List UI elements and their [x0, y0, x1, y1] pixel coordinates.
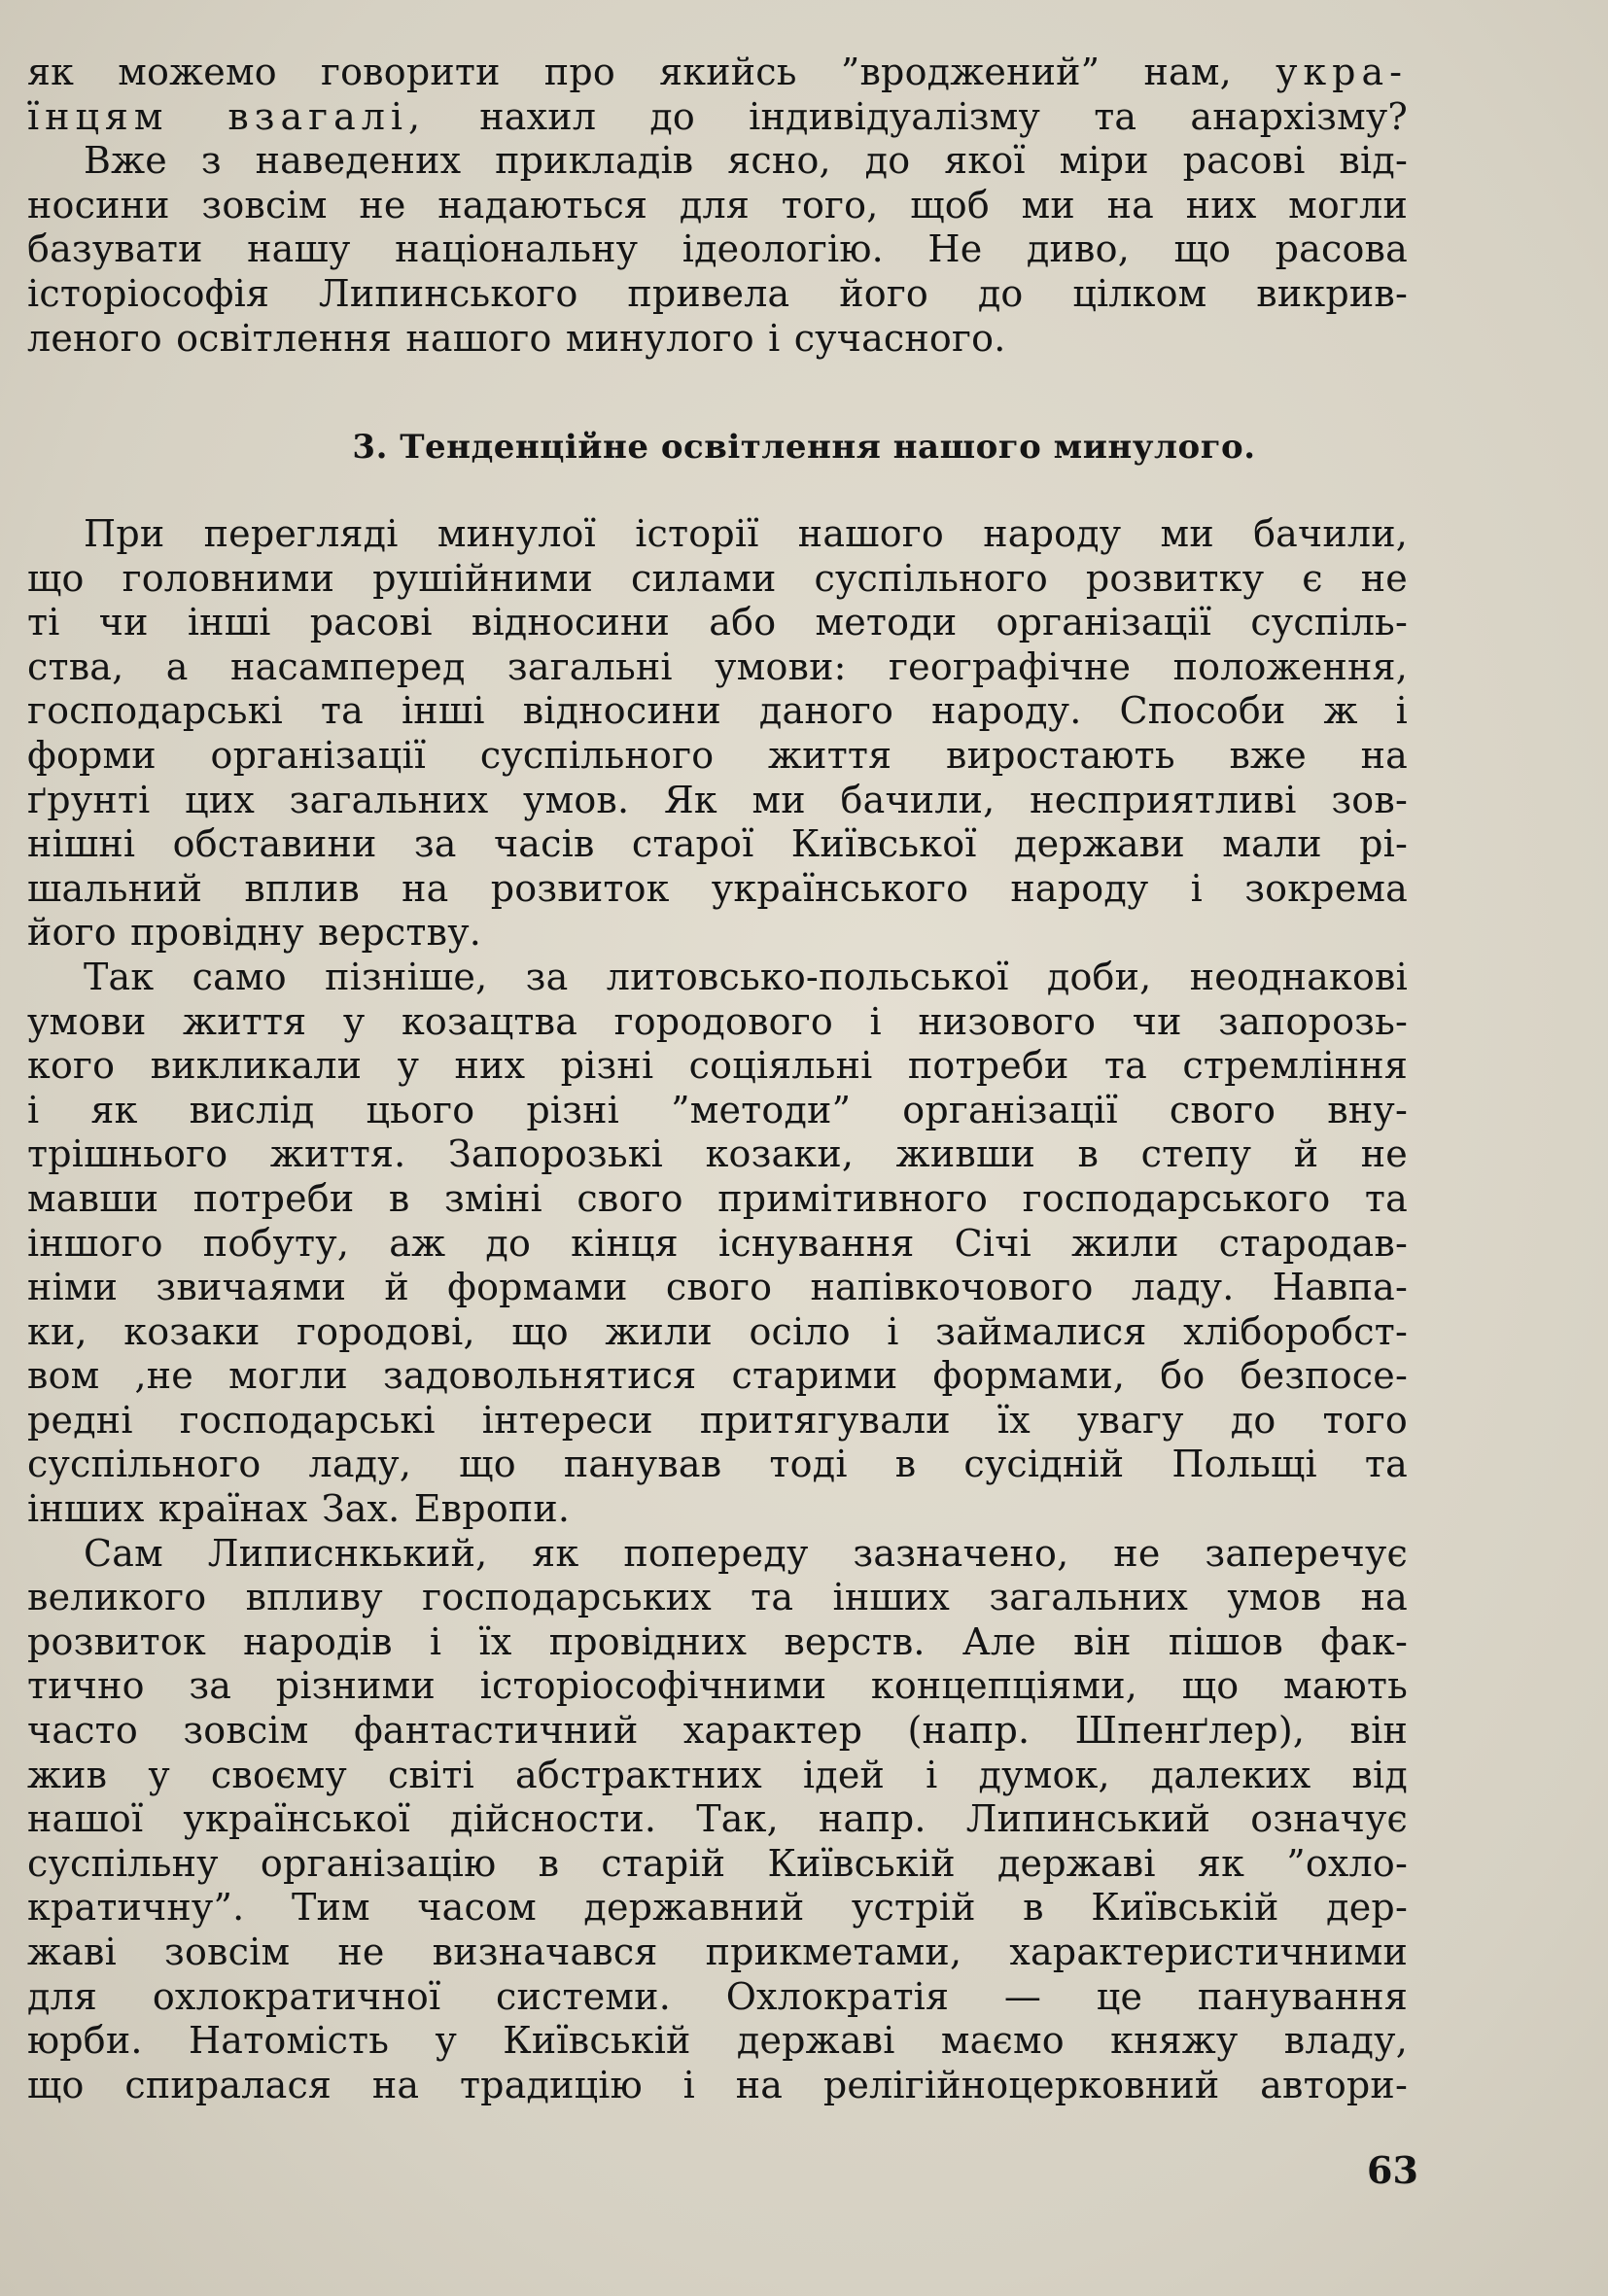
text-line: носини зовсім не надаються для того, щоб ми на них могли: [27, 183, 1408, 226]
text-line: тично за різними історіософічними концепціями, що мають: [27, 1664, 1408, 1708]
text-line: шальний вплив на розвиток українського народу і зокрема: [27, 866, 1408, 910]
text-line: трішнього життя. Запорозькі козаки, живши в степу й не: [27, 1132, 1408, 1176]
text-line: ґрунті цих загальних умов. Як ми бачили, несприятливі зов-: [27, 778, 1408, 821]
section-heading: 3. Тенденційне освітлення нашого минулого.: [352, 428, 1256, 467]
page-number: 63: [1367, 2148, 1418, 2192]
text-line: При перегляді минулої історії нашого народу ми бачили,: [84, 512, 1408, 555]
text-line: німи звичаями й формами свого напівкочового ладу. Навпа-: [27, 1266, 1408, 1309]
text-line: що спиралася на традицію і на релігійноцерковний автори-: [27, 2063, 1408, 2106]
text-line: кого викликали у них різні соціяльні потреби та стремління: [27, 1044, 1408, 1088]
text-line: інших країнах Зах. Европи.: [27, 1487, 571, 1531]
text-line: Сам Липиснкький, як попереду зазначено, не заперечує: [84, 1531, 1408, 1575]
text-line: ства, а насамперед загальні умови: географічне положення,: [27, 644, 1408, 688]
text-line-part: нахил до індивідуалізму та анархізму?: [426, 94, 1408, 138]
text-line: Вже з наведених прикладів ясно, до якої міри расові від-: [84, 139, 1408, 183]
text-line: нашої української дійсности. Так, напр. Липинський означує: [27, 1797, 1408, 1841]
text-line: його провідну верству.: [27, 911, 482, 955]
text-line: розвиток народів і їх провідних верств. Але він пішов фак-: [27, 1619, 1408, 1663]
text-line: жаві зовсім не визначався прикметами, характеристичними: [27, 1931, 1408, 1973]
text-line: нішні обставини за часів старої Київської держави мали рі-: [27, 822, 1408, 866]
text-line: мавши потреби в зміні свого примітивного господарського та: [27, 1176, 1408, 1220]
text-line: Так само пізніше, за литовсько-польської доби, неоднакові: [84, 955, 1408, 998]
text-line: ки, козаки городові, що жили осіло і займалися хліборобст-: [27, 1309, 1408, 1353]
text-line: і як вислід цього різні ”методи” організації свого вну-: [27, 1088, 1408, 1131]
text-line: для охлократичної системи. Охлократія — це панування: [27, 1974, 1408, 2018]
text-line: базувати нашу національну ідеологію. Не диво, що расова: [27, 227, 1408, 271]
text-line: юрби. Натомість у Київській державі маємо княжу владу,: [27, 2019, 1408, 2063]
text-line: іншого побуту, аж до кінця існування Січі жили стародав-: [27, 1221, 1408, 1265]
spaced-text: укра-: [1276, 51, 1408, 93]
text-line: господарські та інші відносини даного народу. Способи ж і: [27, 689, 1408, 733]
text-line: суспільного ладу, що панував тоді в сусідній Польщі та: [27, 1443, 1408, 1486]
body-text: [27, 512, 1408, 2107]
text-line: ті чи інші расові відносини або методи організації суспіль-: [27, 601, 1408, 644]
text-line-part: як можемо говорити про якийсь ”вроджений” нам,: [27, 51, 1276, 93]
text-line: форми організації суспільного життя виростають вже на: [27, 733, 1408, 777]
text-line: [27, 95, 1408, 140]
text-line: великого впливу господарських та інших загальних умов на: [27, 1576, 1408, 1619]
text-line: кратичну”. Тим часом державний устрій в Київській дер-: [27, 1886, 1408, 1930]
top-paragraph: [27, 51, 1408, 361]
text-line: часто зовсім фантастичний характер (напр. Шпенґлер), він: [27, 1709, 1408, 1753]
text-line: леного освітлення нашого минулого і сучасного.: [27, 316, 1006, 360]
text-line: жив у своєму світі абстрактних ідей і думок, далеких від: [27, 1753, 1408, 1796]
spaced-text: їнцям взагалі,: [27, 94, 427, 138]
text-line: історіософія Липинського привела його до цілком викрив-: [27, 271, 1408, 315]
text-line: вом ,не могли задовольнятися старими формами, бо безпосе-: [27, 1354, 1408, 1398]
text-line: що головними рушійними силами суспільного розвитку є не: [27, 556, 1408, 600]
text-line: [27, 51, 1408, 95]
text-line: умови життя у козацтва городового і низового чи запорозь-: [27, 999, 1408, 1043]
text-line: суспільну організацію в старій Київській державі як ”охло-: [27, 1841, 1408, 1885]
text-line: редні господарські інтереси притягували їх увагу до того: [27, 1398, 1408, 1442]
